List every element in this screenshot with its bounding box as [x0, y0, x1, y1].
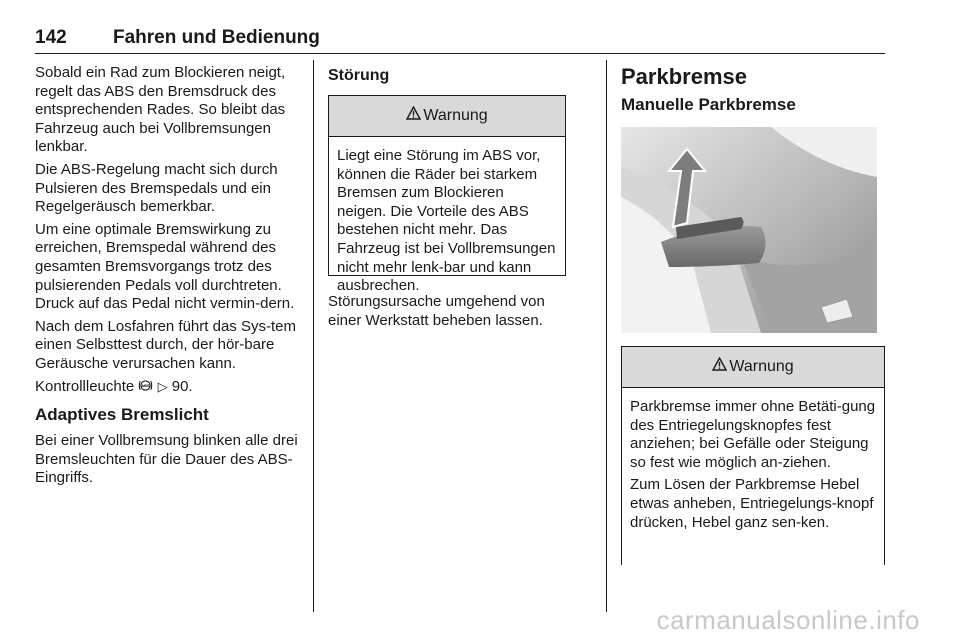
- warning-header: [329, 96, 565, 137]
- warning-box: [621, 346, 885, 565]
- column-right: [621, 64, 885, 565]
- page-title: Fahren und Bedienung: [113, 27, 320, 48]
- warning-box: [328, 95, 566, 295]
- paragraph: Die ABS-Regelung macht sich durch Pulsieren des Bremspedals und ein Regelgeräusch bemerkbar.: [35, 160, 278, 216]
- paragraph: Bei einer Vollbremsung blinken alle drei Bremsleuchten für die Dauer des ABS-Eingriffs.: [35, 432, 298, 487]
- warning-triangle-icon: [712, 357, 727, 377]
- page-reference-arrow-icon: ▷: [157, 378, 168, 394]
- watermark: carmanualsonline.info: [656, 605, 920, 635]
- warning-text: Parkbremse immer ohne Betäti-gung des Entriegelungsknopfes fest anziehen; bei Gefälle oder Steigung so fest wie möglich an-ziehen.: [630, 398, 876, 471]
- section-heading: Störung: [328, 67, 390, 84]
- paragraph: Nach dem Losfahren führt das Sys-tem einen Selbsttest durch, der hör-bare Geräusche verursachen kann.: [35, 317, 296, 372]
- warning-label: Warnung: [423, 106, 488, 124]
- warning-text: Zum Lösen der Parkbremse Hebel etwas anheben, Entriegelungs-knopf drücken, Hebel ganz sen-ken.: [630, 476, 874, 531]
- kontroll-label: Kontrollleuchte: [35, 377, 135, 395]
- abs-warning-light-icon: [138, 378, 157, 395]
- paragraph: Um eine optimale Bremswirkung zu erreichen, Bremspedal während des gesamten Bremsvorgangs trotz des pulsierenden Pedals voll durchtreten. Druck auf das Pedal nicht vermin-dern.: [35, 220, 295, 313]
- subsection-heading: Manuelle Parkbremse: [621, 95, 796, 114]
- warning-text: Liegt eine Störung im ABS vor, können die Räder bei starkem Bremsen zum Blockieren neigen. Die Vorteile des ABS bestehen nicht mehr. Das Fahrzeug ist bei Vollbremsungen nicht mehr lenk-bar und kann ausbrechen.: [337, 147, 556, 295]
- kontrollleuchte-reference: [35, 378, 300, 397]
- warning-body: [329, 137, 565, 308]
- column-divider: [313, 60, 314, 612]
- column-divider: [606, 60, 607, 612]
- page-reference[interactable]: 90.: [171, 377, 193, 395]
- warning-triangle-icon: [406, 106, 421, 126]
- section-heading: Parkbremse: [621, 64, 747, 89]
- paragraph: Störungsursache umgehend von einer Werkstatt beheben lassen.: [328, 293, 545, 329]
- warning-label: Warnung: [729, 357, 794, 375]
- column-left: [35, 64, 300, 492]
- warning-body: [622, 388, 884, 544]
- page-header: [35, 27, 885, 54]
- warning-header: [622, 347, 884, 388]
- paragraph: Sobald ein Rad zum Blockieren neigt, regelt das ABS den Bremsdruck des entsprechenden Rades. So bleibt das Fahrzeug auch bei Vollbremsungen lenkbar.: [35, 64, 286, 156]
- column-middle: [328, 64, 566, 334]
- parking-brake-lever-photo: [621, 127, 877, 333]
- section-heading: Adaptives Bremslicht: [35, 405, 209, 425]
- svg-text:ABS: ABS: [141, 382, 151, 388]
- page-number: 142: [35, 27, 67, 48]
